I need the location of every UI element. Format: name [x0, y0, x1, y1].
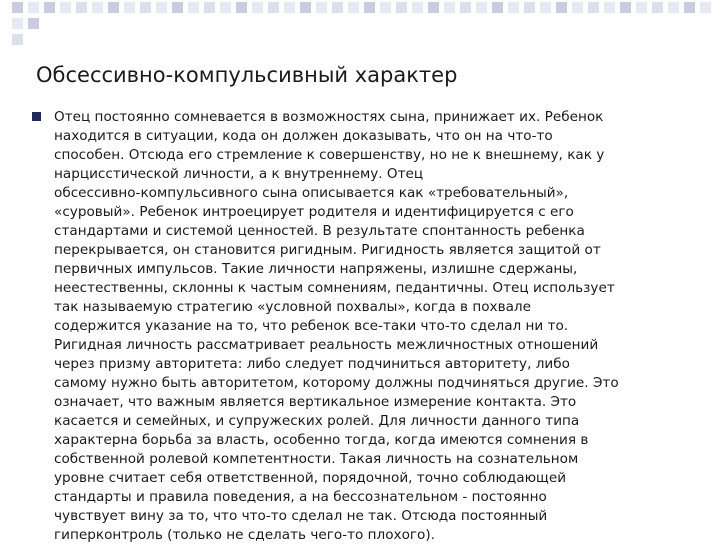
decorative-square [156, 2, 167, 13]
decorative-square [668, 2, 679, 13]
decorative-squares [0, 0, 720, 50]
body-line: «суровый». Ребенок интроецирует родителя и идентифицируется с его [54, 204, 574, 220]
decorative-square [460, 2, 471, 13]
decorative-square [348, 2, 359, 13]
decorative-square [44, 2, 55, 13]
decorative-square [60, 2, 71, 13]
decorative-square [92, 2, 103, 13]
decorative-square [396, 2, 407, 13]
decorative-square [604, 2, 615, 13]
decorative-square [28, 18, 39, 29]
body-line: Отец постоянно сомневается в возможностях сына, принижает их. Ребенок [54, 109, 604, 125]
body-line: перекрывается, он становится ригидным. Ригидность является защитой от [54, 242, 601, 258]
decorative-square [444, 2, 455, 13]
body-line: находится в ситуации, кода он должен доказывать, что он на что-то [54, 128, 553, 144]
decorative-square [284, 2, 295, 13]
body-line: стандартами и системой ценностей. В результате спонтанность ребенка [54, 223, 585, 239]
body-line: содержится указание на то, что ребенок все-таки что-то сделал ни то. [54, 318, 569, 334]
square-bullet-icon [32, 112, 41, 121]
decorative-square [508, 2, 519, 13]
decorative-square [236, 2, 247, 13]
decorative-square [316, 2, 327, 13]
body-line: означает, что важным является вертикальное измерение контакта. Это [54, 394, 577, 410]
decorative-square [124, 2, 135, 13]
body-line: первичных импульсов. Такие личности напряжены, излишне сдержаны, [54, 261, 578, 277]
decorative-square [12, 18, 23, 29]
decorative-square [492, 2, 503, 13]
body-line: характерна борьба за власть, особенно тогда, когда имеются сомнения в [54, 432, 589, 448]
body-line: способен. Отсюда его стремление к совершенству, но не к внешнему, как у [54, 147, 605, 163]
decorative-square [188, 2, 199, 13]
decorative-square [652, 2, 663, 13]
decorative-square [204, 2, 215, 13]
decorative-square [300, 2, 311, 13]
decorative-square [556, 2, 567, 13]
body-line: гиперконтроль (только не сделать чего-то плохого). [54, 527, 435, 543]
body-line: через призму авторитета: либо следует подчиниться авторитету, либо [54, 356, 570, 372]
decorative-square [684, 2, 695, 13]
decorative-square [428, 2, 439, 13]
decorative-square [540, 2, 551, 13]
decorative-square [572, 2, 583, 13]
decorative-square [12, 34, 23, 45]
decorative-square [108, 2, 119, 13]
decorative-square [636, 2, 647, 13]
decorative-square [140, 2, 151, 13]
decorative-square [76, 2, 87, 13]
decorative-square [332, 2, 343, 13]
decorative-square [172, 2, 183, 13]
body-line: нарциcстической личности, а к внутреннему. Отец [54, 166, 424, 182]
decorative-square [220, 2, 231, 13]
body-paragraph [54, 108, 708, 545]
decorative-square [476, 2, 487, 13]
decorative-square [252, 2, 263, 13]
decorative-square [588, 2, 599, 13]
slide-title: Обсессивно-компульсивный характер [36, 63, 458, 87]
decorative-square [524, 2, 535, 13]
body-line: самому нужно быть авторитетом, которому должны подчиняться другие. Это [54, 375, 619, 391]
decorative-square [364, 2, 375, 13]
decorative-square [700, 2, 711, 13]
body-line: уровне считает себя ответственной, порядочной, точно соблюдающей [54, 470, 567, 486]
body-line: неестественны, склонны к частым сомнениям, педантичны. Отец использует [54, 280, 615, 296]
body-line: Ригидная личность рассматривает реальность межличностных отношений [54, 337, 599, 353]
body-line: обсессивно-компульсивного сына описывается как «требовательный», [54, 185, 569, 201]
body-line: касается и семейных, и супружеских ролей. Для личности данного типа [54, 413, 580, 429]
decorative-square [620, 2, 631, 13]
decorative-square [380, 2, 391, 13]
decorative-square [12, 2, 23, 13]
decorative-square [28, 2, 39, 13]
body-line: стандарты и правила поведения, а на бессознательном - постоянно [54, 489, 547, 505]
body-line: чувствует вину за то, что что-то сделал не так. Отсюда постоянный [54, 508, 548, 524]
decorative-square [268, 2, 279, 13]
body-line: так называемую стратегию «условной похвалы», когда в похвале [54, 299, 531, 315]
decorative-square [412, 2, 423, 13]
body-line: собственной ролевой компетентности. Такая личность на сознательном [54, 451, 579, 467]
